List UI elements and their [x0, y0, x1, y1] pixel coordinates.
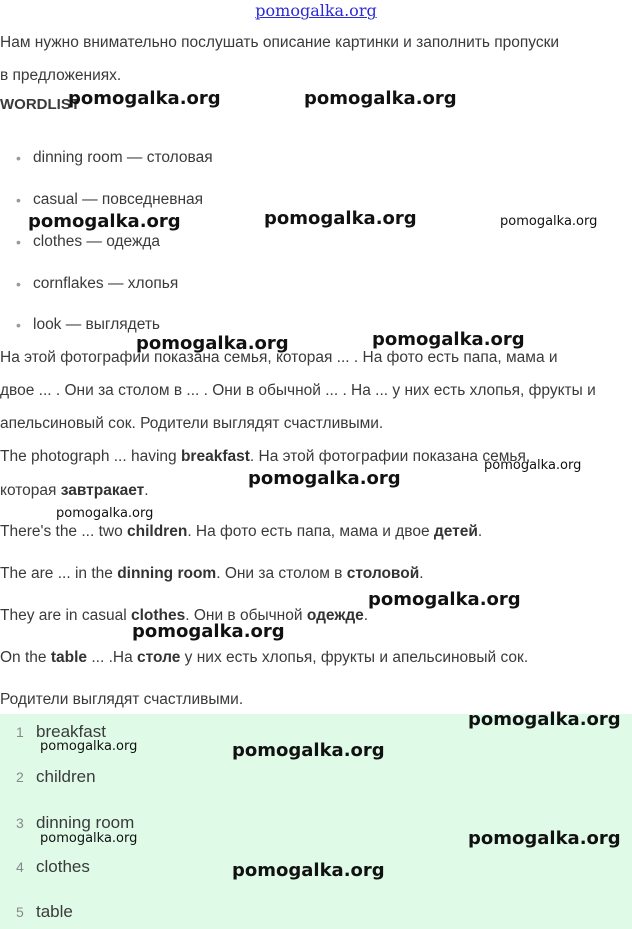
answer-text: dinning room [36, 813, 135, 832]
wordlist-item: cornflakes — хлопья [33, 275, 179, 292]
bullet-icon: • [16, 192, 21, 208]
watermark: pomogalka.org [500, 214, 598, 229]
wordlist-item: look — выглядеть [33, 316, 160, 333]
russian-text-line-3: апельсиновый сок. Родители выглядят счастливыми. [0, 415, 384, 432]
watermark: pomogalka.org [468, 828, 621, 849]
wordlist-item: casual — повседневная [33, 191, 204, 208]
sentence-2: There's the ... two children. На фото есть папа, мама и двое детей. [0, 523, 483, 540]
bullet-icon: • [16, 150, 21, 166]
watermark: pomogalka.org [368, 589, 521, 610]
answer-number: 3 [16, 815, 24, 831]
watermark: pomogalka.org [136, 333, 289, 354]
sentence-1-line-1: The photograph ... having breakfast. На этой фотографии показана семья, [0, 448, 531, 465]
sentence-3: The are ... in the dinning room. Они за столом в столовой. [0, 565, 424, 582]
bullet-icon: • [16, 234, 21, 250]
answer-number: 5 [16, 904, 24, 920]
bullet-icon: • [16, 317, 21, 333]
watermark: pomogalka.org [28, 211, 181, 232]
sentence-4: They are in casual clothes. Они в обычной одежде. [0, 607, 369, 624]
answer-number: 1 [16, 724, 24, 740]
watermark: pomogalka.org [304, 88, 457, 109]
answer-text: clothes [36, 857, 90, 876]
watermark: pomogalka.org [264, 208, 417, 229]
answer-number: 4 [16, 859, 24, 875]
intro-line-2: в предложениях. [0, 67, 122, 84]
russian-text-line-1: На этой фотографии показана семья, которая ... . На фото есть папа, мама и [0, 349, 558, 366]
intro-line-1: Нам нужно внимательно послушать описание картинки и заполнить пропуски [0, 34, 560, 51]
answer-text: children [36, 767, 96, 786]
watermark: pomogalka.org [232, 740, 385, 761]
answer-text: breakfast [36, 722, 106, 741]
top-watermark-link[interactable]: pomogalka.org [255, 1, 377, 20]
watermark: pomogalka.org [132, 621, 285, 642]
wordlist-item: dinning room — столовая [33, 149, 213, 166]
bullet-icon: • [16, 276, 21, 292]
answer-number: 2 [16, 769, 24, 785]
watermark: pomogalka.org [484, 458, 582, 473]
watermark: pomogalka.org [40, 739, 138, 754]
wordlist-item: clothes — одежда [33, 233, 161, 250]
watermark: pomogalka.org [232, 860, 385, 881]
russian-text-line-2: двое ... . Они за столом в ... . Они в обычной ... . На ... у них есть хлопья, фрукты и [0, 382, 596, 399]
sentence-6: Родители выглядят счастливыми. [0, 691, 244, 708]
wordlist-heading: WORDLIST [0, 96, 80, 113]
sentence-5: On the table ... .На столе у них есть хлопья, фрукты и апельсиновый сок. [0, 649, 529, 666]
watermark: pomogalka.org [468, 709, 621, 730]
watermark: pomogalka.org [68, 88, 221, 109]
watermark: pomogalka.org [372, 329, 525, 350]
sentence-1-line-2: которая завтракает. [0, 482, 149, 499]
watermark: pomogalka.org [56, 506, 154, 521]
answer-text: table [36, 902, 73, 921]
watermark: pomogalka.org [248, 468, 401, 489]
watermark: pomogalka.org [40, 831, 138, 846]
